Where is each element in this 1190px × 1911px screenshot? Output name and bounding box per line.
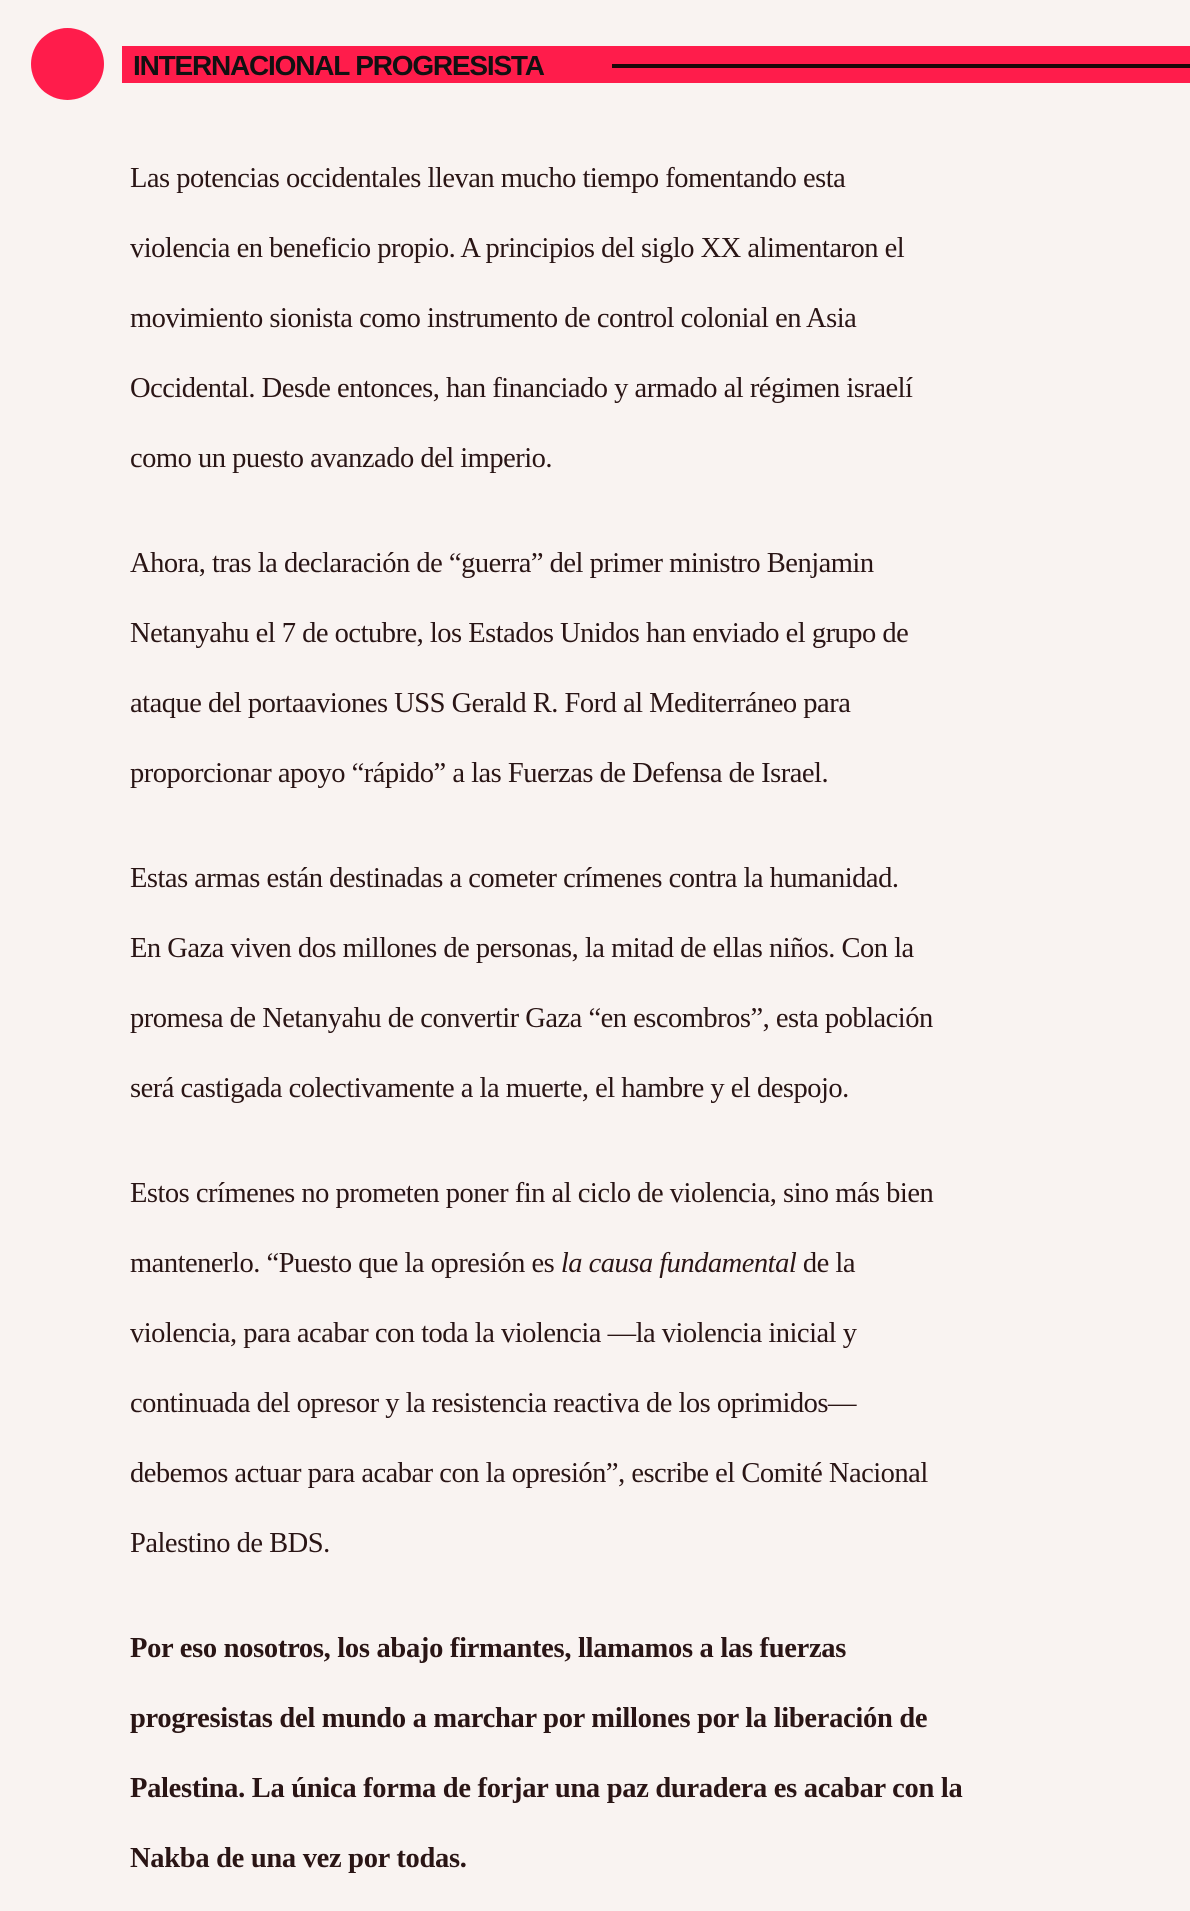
line: Palestino de BDS.: [130, 1528, 330, 1559]
line: progresistas del mundo a marchar por millones por la liberación de: [130, 1703, 928, 1734]
header-title: INTERNACIONAL PROGRESISTA: [133, 50, 544, 81]
line: Estos crímenes no prometen poner fin al ciclo de violencia, sino más bien: [130, 1178, 934, 1209]
paragraph-2: [130, 511, 1090, 791]
line: Netanyahu el 7 de octubre, los Estados Unidos han enviado el grupo de: [130, 618, 909, 649]
paragraph-3: [130, 826, 1090, 1106]
line: promesa de Netanyahu de convertir Gaza “en escombros”, esta población: [130, 1003, 933, 1034]
line-text: de la: [796, 1248, 855, 1279]
line: Las potencias occidentales llevan mucho tiempo fomentando esta: [130, 163, 846, 194]
line: En Gaza viven dos millones de personas, la mitad de ellas niños. Con la: [130, 933, 914, 964]
line: ataque del portaaviones USS Gerald R. Ford al Mediterráneo para: [130, 688, 851, 719]
line: continuada del opresor y la resistencia reactiva de los oprimidos—: [130, 1388, 856, 1419]
line: como un puesto avanzado del imperio.: [130, 443, 553, 474]
line: Por eso nosotros, los abajo firmantes, llamamos a las fuerzas: [130, 1633, 847, 1664]
paragraph-5-call-to-action: [130, 1596, 1090, 1876]
italic-emphasis: la causa fundamental: [560, 1248, 797, 1279]
line: Estas armas están destinadas a cometer crímenes contra la humanidad.: [130, 863, 899, 894]
article-body: [130, 126, 1090, 1911]
line: violencia en beneficio propio. A principios del siglo XX alimentaron el: [130, 233, 905, 264]
header-rule: [612, 64, 1190, 68]
paragraph-1: [130, 126, 1090, 476]
line: Nakba de una vez por todas.: [130, 1843, 467, 1874]
line-text: mantenerlo. “Puesto que la opresión es: [130, 1248, 561, 1279]
line: movimiento sionista como instrumento de control colonial en Asia: [130, 303, 857, 334]
line: debemos actuar para acabar con la opresión”, escribe el Comité Nacional: [130, 1458, 928, 1489]
line: Ahora, tras la declaración de “guerra” del primer ministro Benjamin: [130, 548, 874, 579]
line: violencia, para acabar con toda la violencia —la violencia inicial y: [130, 1318, 857, 1349]
paragraph-4-quote: [130, 1141, 1090, 1561]
line: Palestina. La única forma de forjar una paz duradera es acabar con la: [130, 1773, 963, 1804]
line: Occidental. Desde entonces, han financiado y armado al régimen israelí: [130, 373, 913, 404]
line: será castigada colectivamente a la muerte, el hambre y el despojo.: [130, 1073, 849, 1104]
red-circle-icon: [31, 28, 104, 100]
line: proporcionar apoyo “rápido” a las Fuerzas de Defensa de Israel.: [130, 758, 829, 789]
